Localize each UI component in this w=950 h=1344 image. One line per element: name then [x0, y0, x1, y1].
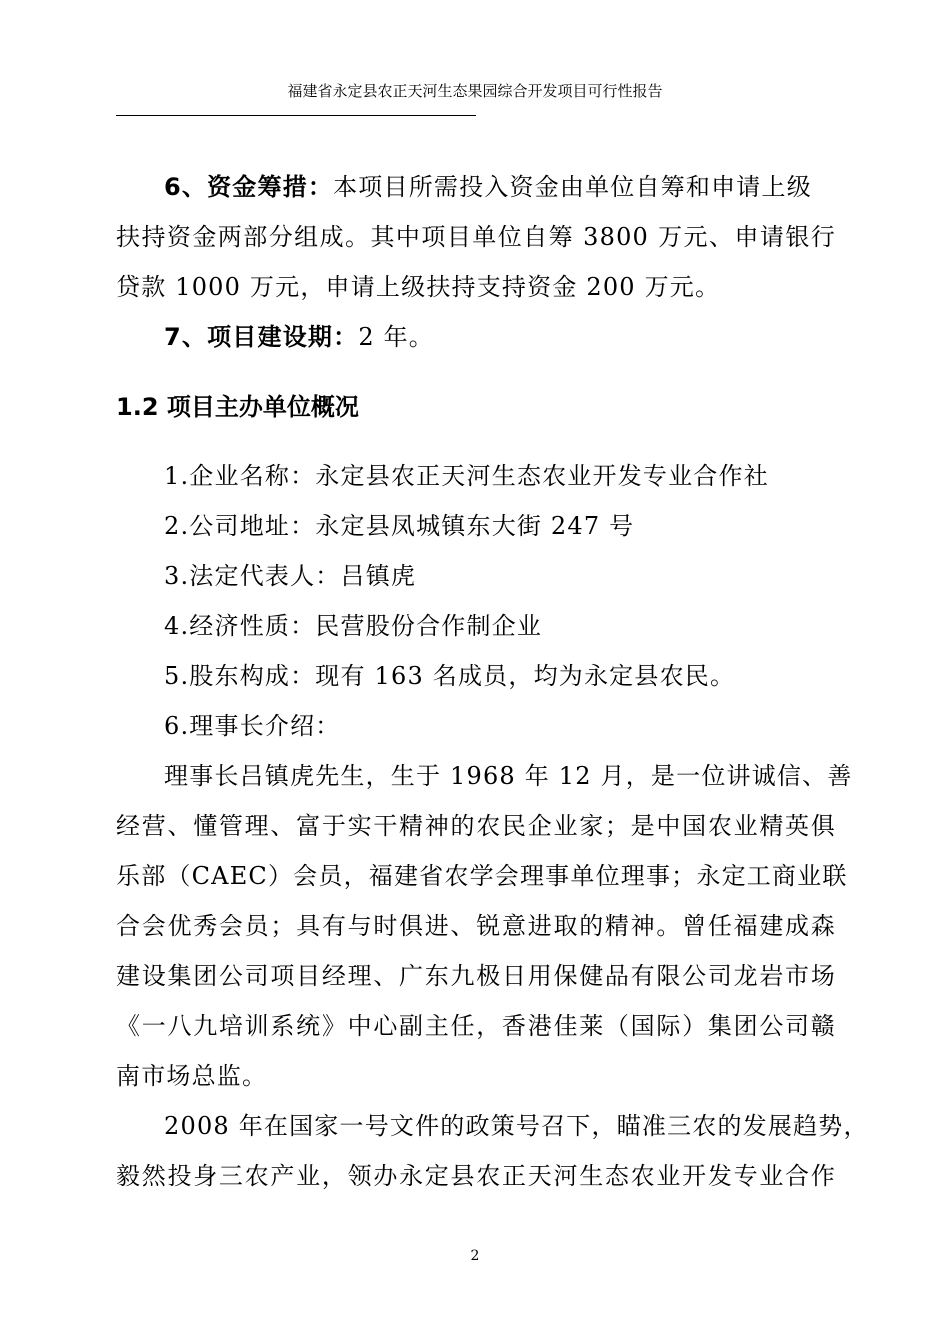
item-legal-representative: 3.法定代表人：吕镇虎 — [164, 562, 417, 590]
item-chairman-heading: 6.理事长介绍： — [164, 712, 341, 740]
chairman-intro-line: 《一八九培训系统》中心副主任，香港佳莱（国际）集团公司赣 — [116, 1012, 836, 1040]
section-heading: 1.2 项目主办单位概况 — [116, 393, 359, 421]
funding-line-1 — [164, 172, 836, 202]
chairman-intro-line: 乐部（CAEC）会员，福建省农学会理事单位理事；永定工商业联 — [116, 862, 848, 890]
item-shareholders: 5.股东构成：现有 163 名成员，均为永定县农民。 — [164, 662, 736, 690]
construction-period — [164, 322, 884, 352]
item-company-address: 2.公司地址：永定县凤城镇东大街 247 号 — [164, 512, 635, 540]
running-header: 福建省永定县农正天河生态果园综合开发项目可行性报告 — [287, 82, 663, 100]
paragraph-2008-line: 毅然投身三农产业，领办永定县农正天河生态农业开发专业合作 — [116, 1162, 836, 1190]
construction-period-value: 2 年。 — [358, 323, 435, 351]
header-rule — [116, 115, 476, 116]
funding-line-3: 贷款 1000 万元，申请上级扶持支持资金 200 万元。 — [116, 273, 721, 301]
item-company-name: 1.企业名称：永定县农正天河生态农业开发专业合作社 — [164, 462, 769, 490]
funding-label: 6、资金筹措： — [164, 173, 334, 201]
chairman-intro-line: 理事长吕镇虎先生，生于 1968 年 12 月，是一位讲诚信、善 — [164, 762, 853, 790]
funding-text-1: 本项目所需投入资金由单位自筹和申请上级 — [333, 173, 812, 201]
chairman-intro-line: 合会优秀会员；具有与时俱进、锐意进取的精神。曾任福建成森 — [116, 912, 836, 940]
funding-line-2: 扶持资金两部分组成。其中项目单位自筹 3800 万元、申请银行 — [116, 223, 836, 251]
chairman-intro-line: 建设集团公司项目经理、广东九极日用保健品有限公司龙岩市场 — [116, 962, 836, 990]
construction-period-label: 7、项目建设期： — [164, 323, 359, 351]
chairman-intro-line: 南市场总监。 — [116, 1062, 268, 1090]
chairman-intro-line: 经营、懂管理、富于实干精神的农民企业家；是中国农业精英俱 — [116, 812, 836, 840]
page-number: 2 — [470, 1248, 480, 1264]
item-economic-nature: 4.经济性质：民营股份合作制企业 — [164, 612, 543, 640]
paragraph-2008-line: 2008 年在国家一号文件的政策号召下，瞄准三农的发展趋势， — [164, 1112, 869, 1140]
